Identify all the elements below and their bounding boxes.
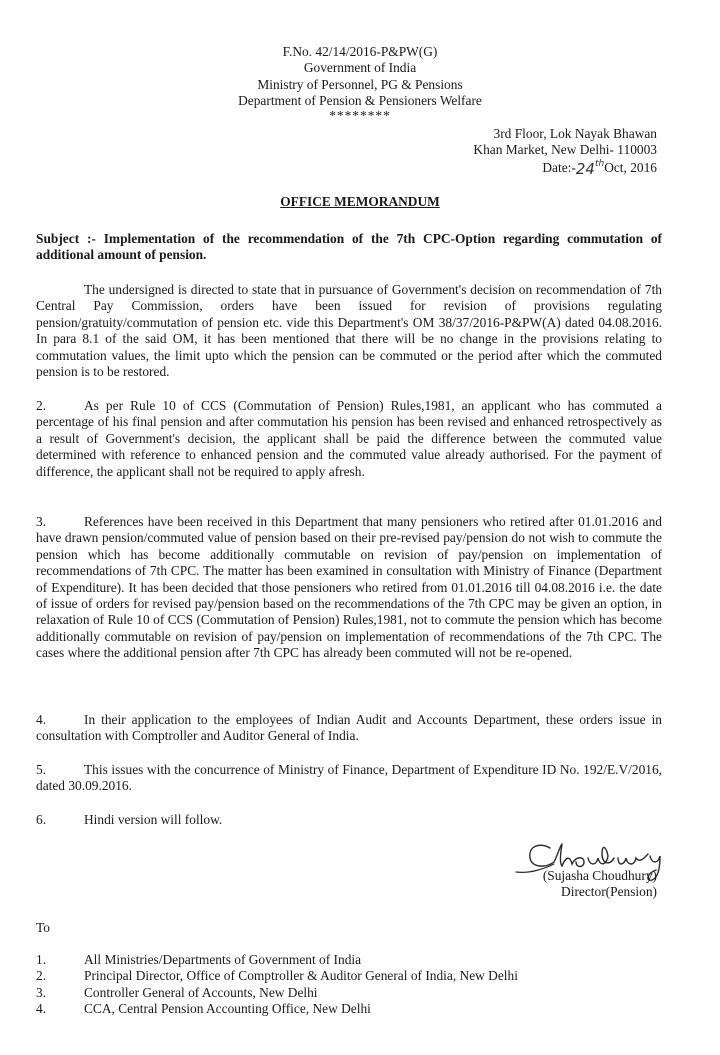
signatory-designation: Director(Pension) (561, 884, 657, 900)
paragraph-text: References have been received in this Department that many pensioners who retired after 01.01.2016 and have drawn pension/commuted value of pension based on their pre-revised pay/pension do not wish to commute the pension which has become additionally commutable on revision of pay/pension on implementation of recommendations of 7th CPC. The matter has been examined in consultation with Ministry of Finance (Department of Expenditure). It has been decided that those pensioners who retired from 01.01.2016 till 04.08.2016 i.e. the date of issue of orders for revised pay/pension based on the recommendations of the 7th CPC may be given an option, in relaxation of Rule 10 of CCS (Commutation of Pension) Rules,1981, not to commute the pension which has become additionally commutable on revision of pay/pension on implementation of recommendations of the 7th CPC. The cases where the additional pension after 7th CPC has already been commuted will not be re-opened. (36, 514, 662, 661)
list-item-number: 2. (36, 968, 47, 984)
paragraph-text: In their application to the employees of Indian Audit and Accounts Department, these orders issue in consultation with Comptroller and Auditor General of India. (36, 712, 662, 744)
paragraph-3 (36, 514, 662, 662)
signature-block (543, 868, 657, 901)
date-rest: Oct, 2016 (604, 159, 657, 175)
signatory-name: (Sujasha Choudhury) (542, 868, 657, 883)
list-item (36, 985, 662, 1001)
list-item-number: 1. (36, 952, 47, 967)
paragraph-number: 5. (36, 762, 47, 777)
paragraph-4 (36, 712, 662, 745)
office-address (473, 126, 657, 178)
paragraph-1: The undersigned is directed to state that in pursuance of Government's decision on recommendation of 7th Central Pay Commission, orders have been issued for revision of provisions regulating pension/gratuity/commutation of pension etc. vide this Department's OM 38/37/2016-P&PW(A) dated 04.08.2016. In para 8.1 of the said OM, it has been mentioned that there will be no change in the provisions relating to commutation values, the limit upto which the pension can be commuted or the period after which the commuted pension is to be restored. (36, 282, 662, 380)
date-suffix-handwritten: th (594, 158, 605, 169)
letterhead (0, 44, 720, 122)
paragraph-number: 4. (36, 712, 47, 727)
memo-date (473, 159, 657, 178)
subject-line: Subject :- Implementation of the recommendation of the 7th CPC-Option regarding commutation of additional amount of pension. (36, 231, 662, 263)
file-number: F.No. 42/14/2016-P&PW(G) (282, 44, 438, 59)
document-title: OFFICE MEMORANDUM (280, 194, 440, 209)
list-item (36, 1001, 662, 1017)
list-item-number: 3. (36, 984, 47, 1000)
list-item-number: 4. (36, 1001, 47, 1017)
separator-stars: ******** (329, 107, 391, 123)
paragraph-text: As per Rule 10 of CCS (Commutation of Pension) Rules,1981, an applicant who has commuted a percentage of his final pension and after commutation his pension has been revised and enhanced retrospectively as a result of Government's decision, the applicant shall be paid the difference between the commuted value determined with reference to enhanced pension and the commuted value already authorised. For the payment of difference, the applicant shall not be required to apply afresh. (36, 398, 662, 479)
paragraph-number: 3. (36, 514, 47, 529)
list-item (36, 968, 662, 984)
paragraph-number: 6. (36, 812, 47, 827)
recipient-list (36, 952, 662, 1018)
department-line: Department of Pension & Pensioners Welfare (238, 93, 482, 109)
address-line-1: 3rd Floor, Lok Nayak Bhawan (493, 126, 657, 141)
list-item-text: CCA, Central Pension Accounting Office, New Delhi (84, 1001, 371, 1017)
list-item-text: Controller General of Accounts, New Delhi (84, 984, 318, 1000)
paragraph-number: 2. (36, 398, 47, 413)
date-day-handwritten: 24 (575, 159, 595, 178)
paragraph-text: Hindi version will follow. (84, 812, 223, 827)
government-line: Government of India (303, 60, 417, 76)
address-line-2: Khan Market, New Delhi- 110003 (473, 142, 657, 158)
list-item-text: Principal Director, Office of Comptroller & Auditor General of India, New Delhi (84, 968, 518, 984)
date-prefix: Date:- (542, 159, 576, 175)
paragraph-5 (36, 762, 662, 795)
to-label: To (36, 920, 50, 935)
list-item (36, 952, 662, 968)
paragraph-6 (36, 812, 662, 828)
paragraph-2 (36, 398, 662, 480)
list-item-text: All Ministries/Departments of Government of India (84, 952, 362, 967)
paragraph-text: This issues with the concurrence of Ministry of Finance, Department of Expenditure ID No. 192/E.V/2016, dated 30.09.2016. (36, 762, 662, 794)
ministry-line: Ministry of Personnel, PG & Pensions (257, 76, 463, 92)
